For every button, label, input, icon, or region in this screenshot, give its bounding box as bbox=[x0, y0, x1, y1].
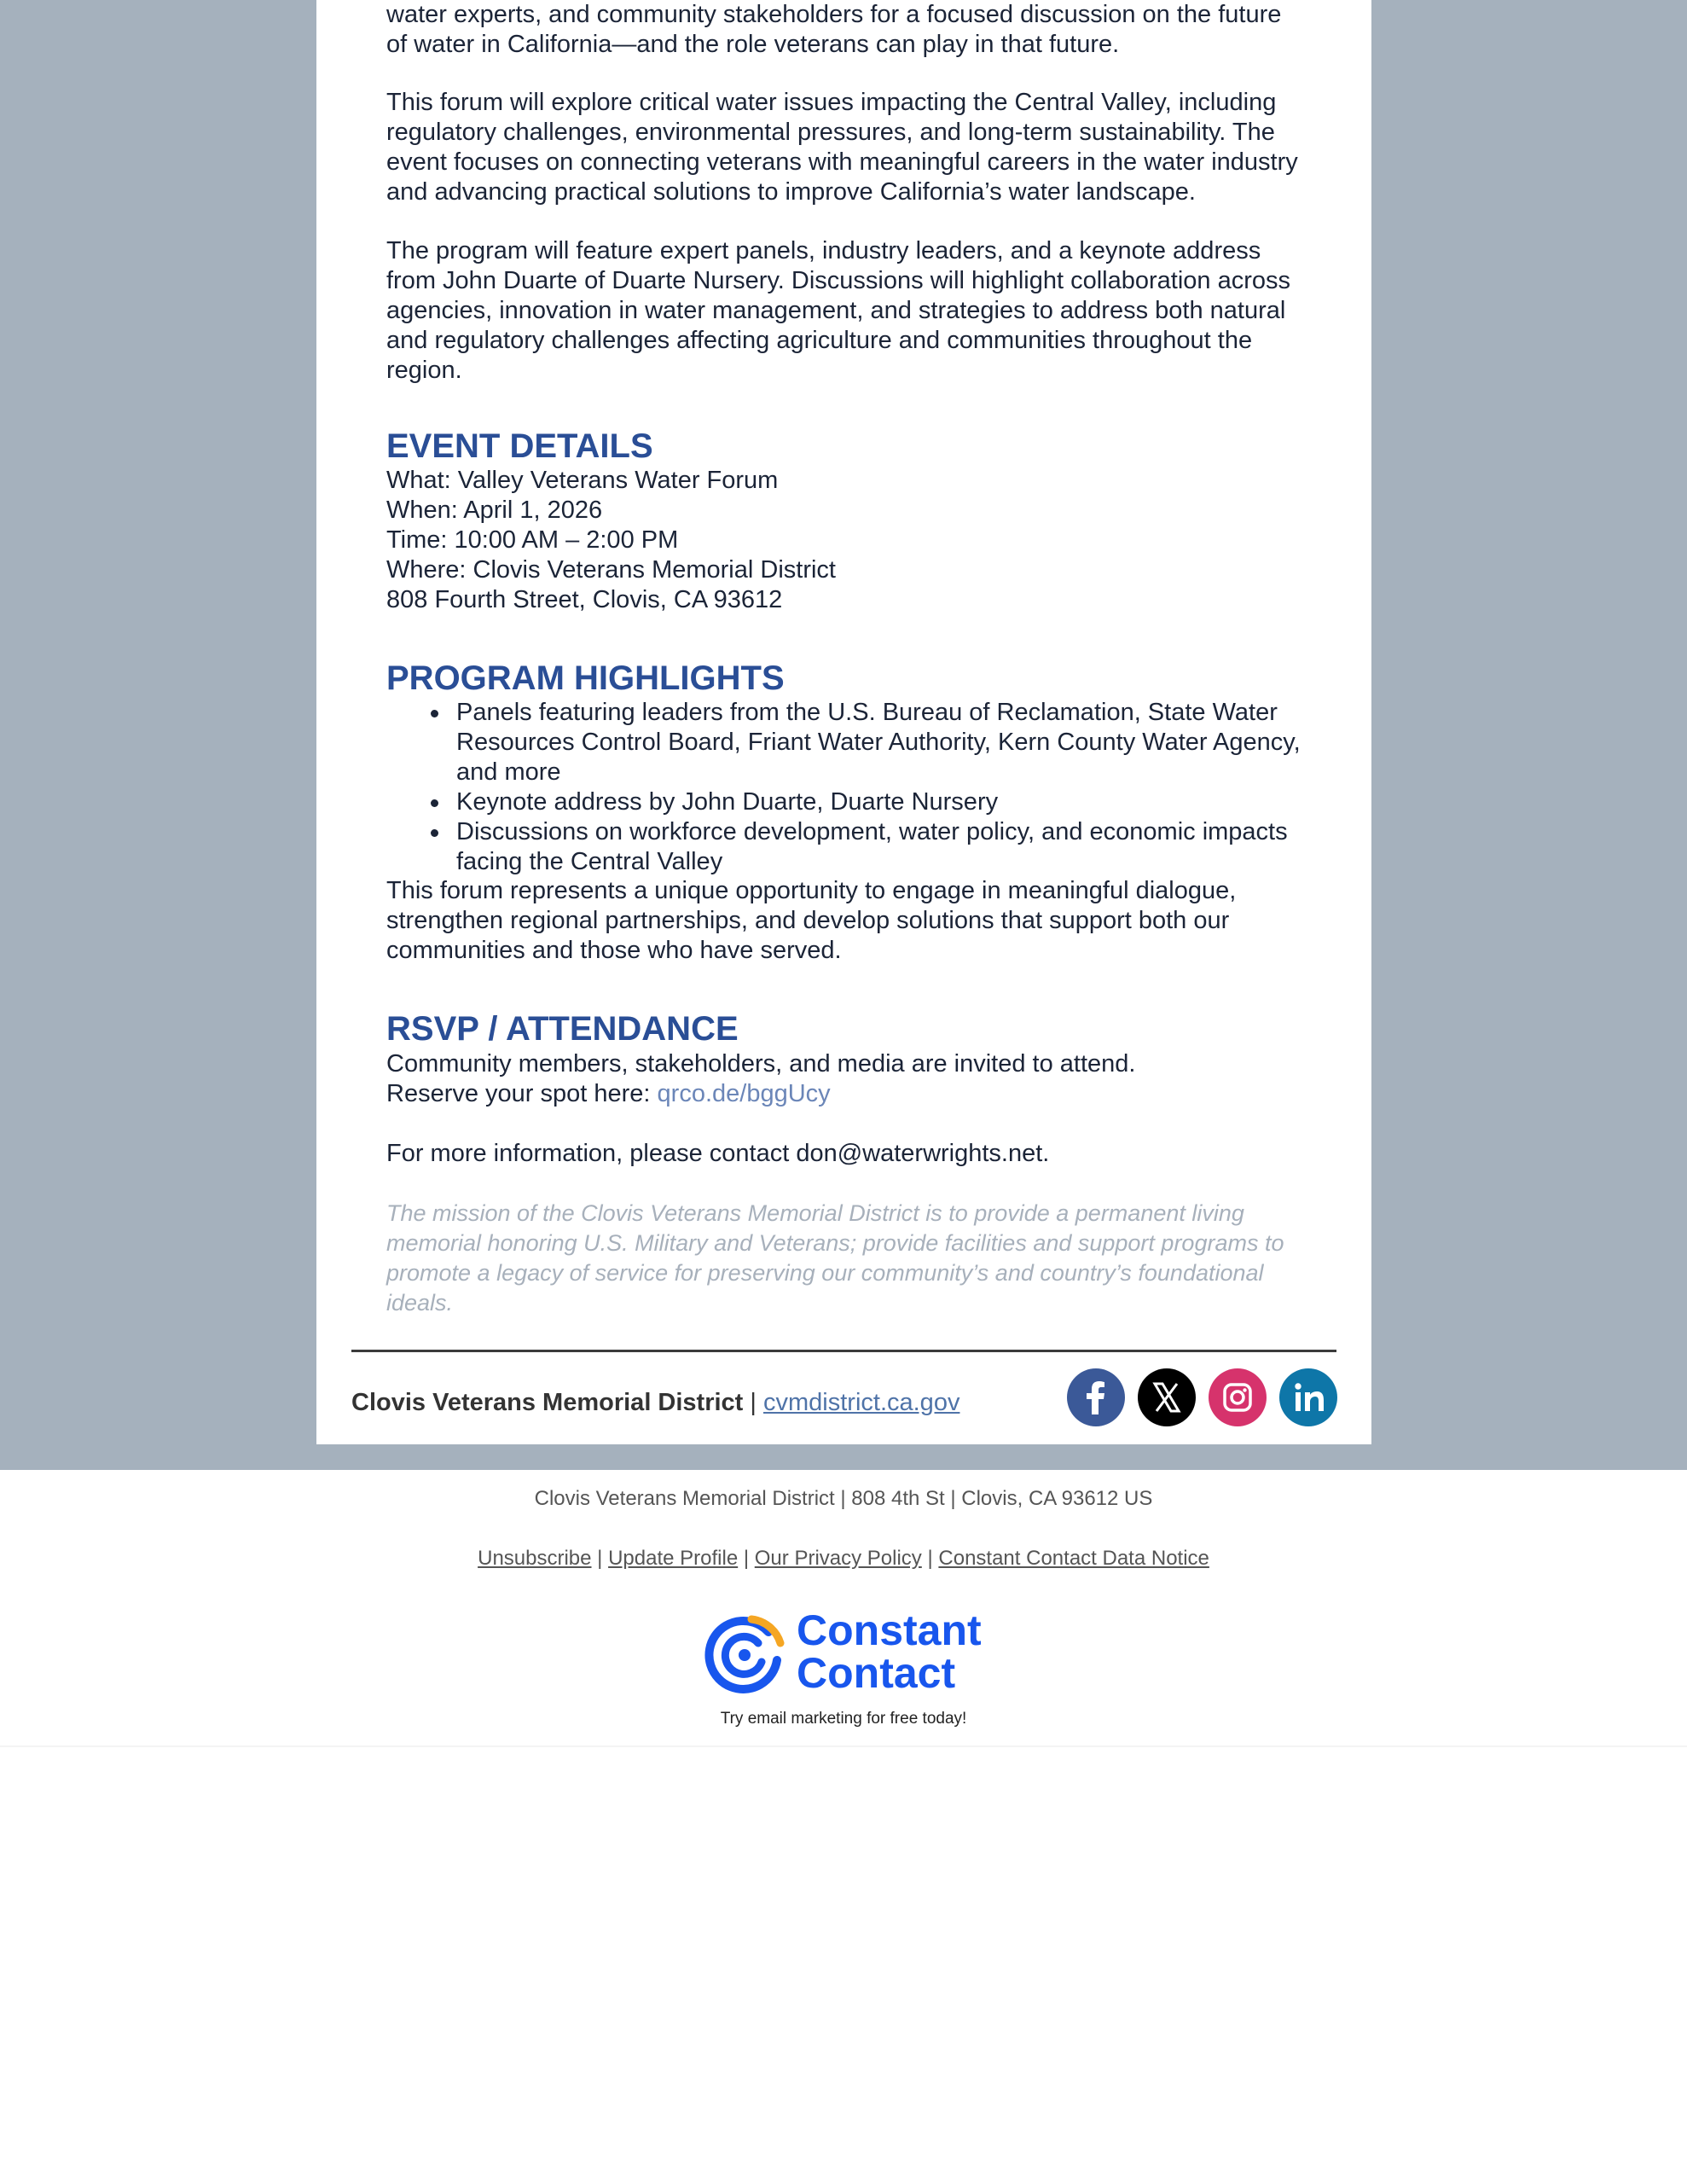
rsvp-block bbox=[386, 1049, 1307, 1109]
rsvp-invite-text: Community members, stakeholders, and media are invited to attend. bbox=[386, 1050, 1136, 1077]
intro-line-1: water experts, and community stakeholders for a focused discussion on the future bbox=[386, 1, 1282, 28]
linkedin-icon[interactable] bbox=[1279, 1368, 1337, 1426]
constant-contact-logo-icon[interactable] bbox=[702, 1611, 787, 1696]
link-separator: | bbox=[921, 1547, 939, 1570]
list-item: Discussions on workforce development, water policy, and economic impacts facing the Central Valley bbox=[386, 817, 1307, 877]
program-closing-paragraph: This forum represents a unique opportunity to engage in meaningful dialogue, strengthen regional partnerships, and develop solutions that support both our communities and those who have served. bbox=[386, 877, 1237, 964]
rsvp-reserve-label: Reserve your spot here: bbox=[386, 1080, 658, 1107]
event-what: What: Valley Veterans Water Forum bbox=[386, 467, 779, 494]
rsvp-heading: RSVP / ATTENDANCE bbox=[386, 1010, 739, 1048]
footer-links bbox=[0, 1546, 1687, 1571]
footer-divider bbox=[351, 1350, 1336, 1352]
intro-line-2: of water in California—and the role veterans can play in that future. bbox=[386, 31, 1120, 58]
email-card bbox=[316, 0, 1371, 1444]
event-details-heading: EVENT DETAILS bbox=[386, 427, 653, 465]
privacy-policy-link[interactable]: Our Privacy Policy bbox=[754, 1547, 922, 1570]
link-separator: | bbox=[591, 1547, 609, 1570]
event-address: 808 Fourth Street, Clovis, CA 93612 bbox=[386, 586, 783, 613]
constant-contact-wordmark[interactable] bbox=[797, 1606, 982, 1697]
brand-tagline[interactable]: Try email marketing for free today! bbox=[720, 1710, 967, 1728]
unsubscribe-link[interactable]: Unsubscribe bbox=[478, 1547, 592, 1570]
intro-paragraph-2: This forum will explore critical water issues impacting the Central Valley, including regulatory challenges, environmental pressures, and long-term sustainability. The event focuses on connecting veterans with meaningful careers in the water industry and advancing practical solutions to improve California’s water landscape. bbox=[386, 89, 1298, 206]
brand-line-1: Constant bbox=[797, 1606, 982, 1654]
list-item: Panels featuring leaders from the U.S. Bureau of Reclamation, State Water Resources Control Board, Friant Water Authority, Kern County Water Agency, and more bbox=[386, 698, 1307, 787]
instagram-icon[interactable] bbox=[1209, 1368, 1267, 1426]
footer-org-separator: | bbox=[743, 1389, 763, 1416]
list-item: Keynote address by John Duarte, Duarte Nursery bbox=[386, 787, 1307, 817]
footer-organization bbox=[351, 1387, 959, 1418]
intro-paragraph-1 bbox=[386, 0, 1307, 60]
program-highlights-heading: PROGRAM HIGHLIGHTS bbox=[386, 659, 785, 697]
bottom-divider bbox=[0, 1745, 1687, 1747]
event-details-block bbox=[386, 466, 1307, 615]
event-time: Time: 10:00 AM – 2:00 PM bbox=[386, 526, 679, 554]
intro-paragraph-3: The program will feature expert panels, industry leaders, and a keynote address from John Duarte of Duarte Nursery. Discussions will highlight collaboration across agencies, innovation in water management, and strategies to address both natural and regulatory challenges affecting agriculture and communities throughout the region. bbox=[386, 237, 1291, 384]
sender-address: Clovis Veterans Memorial District | 808 4th St | Clovis, CA 93612 US bbox=[534, 1487, 1153, 1510]
mission-statement: The mission of the Clovis Veterans Memorial District is to provide a permanent living memorial honoring U.S. Military and Veterans; provide facilities and support programs to promote a legacy of service for preserving our community’s and country’s foundational ideals. bbox=[386, 1200, 1284, 1316]
data-notice-link[interactable]: Constant Contact Data Notice bbox=[938, 1547, 1209, 1570]
update-profile-link[interactable]: Update Profile bbox=[608, 1547, 739, 1570]
x-icon[interactable] bbox=[1138, 1368, 1196, 1426]
event-when: When: April 1, 2026 bbox=[386, 497, 603, 524]
program-highlights-list bbox=[386, 698, 1307, 877]
brand-line-2: Contact bbox=[797, 1649, 956, 1697]
website-link[interactable]: cvmdistrict.ca.gov bbox=[763, 1389, 960, 1416]
link-separator: | bbox=[738, 1547, 755, 1570]
footer-org-name: Clovis Veterans Memorial District bbox=[351, 1389, 744, 1416]
facebook-icon[interactable] bbox=[1067, 1368, 1125, 1426]
rsvp-link[interactable]: qrco.de/bggUcy bbox=[657, 1080, 831, 1107]
contact-info: For more information, please contact don@waterwrights.net. bbox=[386, 1140, 1050, 1167]
event-where: Where: Clovis Veterans Memorial District bbox=[386, 556, 836, 584]
